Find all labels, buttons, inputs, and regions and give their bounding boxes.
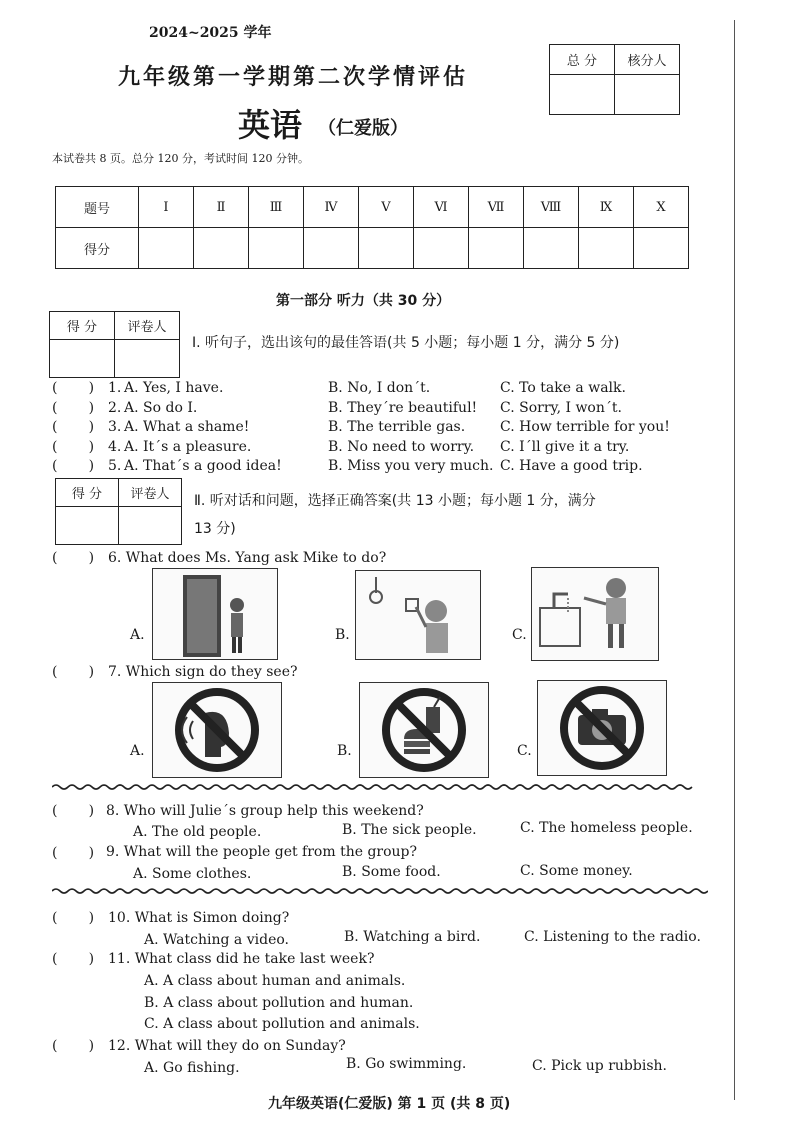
- score-row-header: 得分: [56, 228, 139, 269]
- option-b: B. No need to worry.: [328, 438, 475, 455]
- option-c: C. Some money.: [520, 863, 633, 879]
- option-a: A. That´s a good idea!: [124, 458, 282, 474]
- answer-blank[interactable]: ( ): [52, 438, 95, 455]
- column-4: Ⅳ: [304, 187, 359, 228]
- option-c-label: C.: [512, 627, 527, 643]
- edition-label: （仁爱版）: [318, 118, 408, 139]
- score-cell[interactable]: [414, 228, 469, 269]
- question-9: 9. What will the people get from the group?: [106, 844, 418, 860]
- grader-score-cell[interactable]: [50, 340, 115, 378]
- option-b: B. They´re beautiful!: [328, 399, 478, 416]
- column-8: Ⅷ: [524, 187, 579, 228]
- option-b: B. Watching a bird.: [344, 929, 481, 945]
- question-number: 5.: [108, 458, 122, 474]
- question-number: 4.: [108, 438, 122, 455]
- question-6: 6. What does Ms. Yang ask Mike to do?: [108, 550, 387, 566]
- question-number-header: 题号: [56, 187, 139, 228]
- no-food-drink-sign-picture[interactable]: [359, 682, 489, 778]
- question-item: [52, 439, 732, 459]
- question-item: [52, 400, 732, 420]
- option-c: C. Have a good trip.: [500, 458, 643, 474]
- section2-title-line1: Ⅱ. 听对话和问题，选择正确答案(共 13 小题；每小题 1 分，满分: [194, 493, 596, 509]
- total-score-cell[interactable]: [550, 75, 615, 115]
- turning-off-tap-picture[interactable]: [531, 567, 659, 661]
- option-b: B. Go swimming.: [346, 1056, 467, 1072]
- score-cell[interactable]: [304, 228, 359, 269]
- option-b: B. A class about pollution and human.: [144, 995, 414, 1011]
- question-12: 12. What will they do on Sunday?: [108, 1038, 346, 1054]
- no-noise-sign-picture[interactable]: [152, 682, 282, 778]
- column-9: Ⅸ: [579, 187, 634, 228]
- column-10: X: [634, 187, 689, 228]
- score-cell[interactable]: [634, 228, 689, 269]
- section2-title-line2: 13 分): [194, 521, 236, 537]
- option-a-label: A.: [130, 743, 145, 759]
- answer-blank[interactable]: ( ): [52, 399, 95, 416]
- column-3: Ⅲ: [249, 187, 304, 228]
- part1-title: 第一部分 听力（共 30 分）: [276, 293, 451, 309]
- score-cell[interactable]: [194, 228, 249, 269]
- score-cell[interactable]: [579, 228, 634, 269]
- column-5: V: [359, 187, 414, 228]
- answer-blank[interactable]: ( ): [52, 1038, 95, 1054]
- question-number: 3.: [108, 419, 122, 435]
- option-a: A. So do I.: [124, 399, 198, 416]
- subject-title: 英语: [238, 106, 303, 144]
- page-fold-line: [734, 20, 735, 1100]
- school-year: 2024~2025 学年: [149, 25, 272, 41]
- option-a: A. A class about human and animals.: [144, 973, 406, 989]
- answer-blank[interactable]: ( ): [52, 664, 95, 680]
- column-6: Ⅵ: [414, 187, 469, 228]
- question-item: [52, 419, 732, 439]
- option-a: A. What a shame!: [124, 419, 250, 435]
- section1-questions: [52, 380, 732, 478]
- grader-reviewer-label: 评卷人: [115, 312, 180, 340]
- turning-off-light-picture[interactable]: [355, 570, 481, 660]
- option-c-label: C.: [517, 743, 532, 759]
- option-c: C. Sorry, I won´t.: [500, 399, 622, 416]
- exam-title: 九年级第一学期第二次学情评估: [118, 64, 469, 90]
- answer-blank[interactable]: ( ): [52, 951, 95, 967]
- question-number: 2.: [108, 399, 122, 416]
- option-a: A. The old people.: [133, 824, 262, 840]
- option-b: B. The sick people.: [342, 822, 477, 838]
- option-c: C. I´ll give it a try.: [500, 438, 630, 455]
- grader-score-cell[interactable]: [56, 507, 119, 545]
- page-footer: 九年级英语(仁爱版) 第 1 页 (共 8 页): [268, 1096, 511, 1112]
- question-10: 10. What is Simon doing?: [108, 910, 290, 926]
- grader-box-section2: [55, 478, 182, 545]
- grader-reviewer-label: 评卷人: [119, 479, 182, 507]
- column-7: Ⅶ: [469, 187, 524, 228]
- grader-reviewer-cell[interactable]: [119, 507, 182, 545]
- section1-title: Ⅰ. 听句子，选出该句的最佳答语(共 5 小题；每小题 1 分，满分 5 分): [192, 335, 620, 351]
- answer-blank[interactable]: ( ): [52, 419, 95, 435]
- option-a: A. Yes, I have.: [124, 380, 224, 396]
- option-b: B. Some food.: [342, 864, 441, 880]
- question-11: 11. What class did he take last week?: [108, 951, 375, 967]
- option-a-label: A.: [130, 627, 145, 643]
- option-a: A. Go fishing.: [144, 1060, 240, 1076]
- score-cell[interactable]: [139, 228, 194, 269]
- option-c: C. The homeless people.: [520, 820, 693, 836]
- option-c: C. How terrible for you!: [500, 419, 670, 435]
- section-divider-wavy: [52, 887, 708, 895]
- answer-blank[interactable]: ( ): [52, 845, 95, 861]
- option-c: C. Listening to the radio.: [524, 929, 701, 945]
- option-a: A. Watching a video.: [144, 932, 289, 948]
- answer-blank[interactable]: ( ): [52, 550, 95, 566]
- answer-blank[interactable]: ( ): [52, 803, 95, 819]
- question-7: 7. Which sign do they see?: [108, 664, 298, 680]
- checker-label: 核分人: [615, 45, 680, 75]
- option-b: B. The terrible gas.: [328, 419, 466, 435]
- score-cell[interactable]: [469, 228, 524, 269]
- grader-score-label: 得 分: [56, 479, 119, 507]
- option-c: C. Pick up rubbish.: [532, 1058, 667, 1074]
- option-b: B. No, I don´t.: [328, 380, 431, 396]
- option-a: A. Some clothes.: [133, 866, 252, 882]
- closing-door-picture[interactable]: [152, 568, 278, 660]
- question-item: [52, 458, 732, 478]
- option-b-label: B.: [335, 627, 350, 643]
- column-2: Ⅱ: [194, 187, 249, 228]
- option-a: A. It´s a pleasure.: [124, 438, 252, 455]
- section-divider-wavy: [52, 783, 708, 791]
- answer-blank[interactable]: ( ): [52, 910, 95, 926]
- column-1: I: [139, 187, 194, 228]
- option-b-label: B.: [337, 743, 352, 759]
- grader-score-label: 得 分: [50, 312, 115, 340]
- question-number: 1.: [108, 380, 122, 396]
- total-score-box: [549, 44, 680, 115]
- total-score-label: 总 分: [550, 45, 615, 75]
- question-item: [52, 380, 732, 400]
- question-8: 8. Who will Julie´s group help this weekend?: [106, 803, 424, 819]
- score-cell[interactable]: [359, 228, 414, 269]
- question-score-table: [55, 186, 689, 269]
- grader-box-section1: [49, 311, 180, 378]
- option-b: B. Miss you very much.: [328, 458, 494, 474]
- answer-blank[interactable]: ( ): [52, 458, 95, 474]
- answer-blank[interactable]: ( ): [52, 380, 95, 396]
- score-cell[interactable]: [524, 228, 579, 269]
- checker-cell[interactable]: [615, 75, 680, 115]
- exam-instructions: 本试卷共 8 页。总分 120 分，考试时间 120 分钟。: [52, 152, 309, 165]
- no-photos-sign-picture[interactable]: [537, 680, 667, 776]
- grader-reviewer-cell[interactable]: [115, 340, 180, 378]
- score-cell[interactable]: [249, 228, 304, 269]
- option-c: C. A class about pollution and animals.: [144, 1016, 420, 1032]
- option-c: C. To take a walk.: [500, 380, 626, 396]
